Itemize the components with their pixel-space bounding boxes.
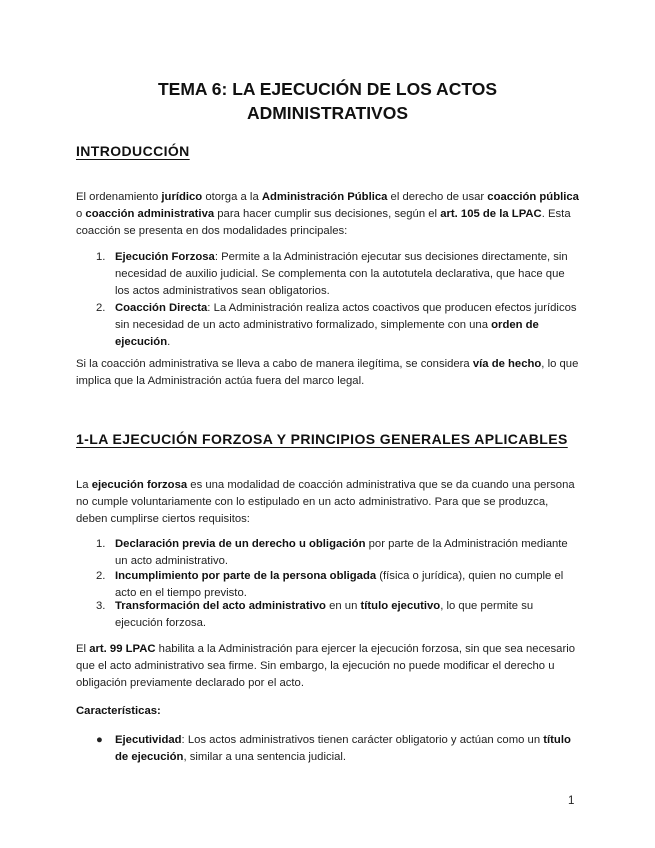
bold-text: orden de ejecución bbox=[115, 319, 539, 348]
bold-text: Ejecutividad bbox=[115, 734, 182, 746]
list-item-text bbox=[115, 536, 580, 570]
intro-list-item-1 bbox=[96, 249, 580, 300]
list-number: 1. bbox=[96, 251, 106, 263]
text-run: . bbox=[167, 336, 171, 348]
seccion1-list-item-1 bbox=[96, 536, 580, 570]
text-run: : Los actos administrativos tienen carácter obligatorio y actúan como un bbox=[181, 734, 544, 746]
text-run: : Permite a la Administración ejecutar sus decisiones directamente, sin necesidad de auxilio judicial. Se complementa con la autotutela declarativa, que hace que los actos administrativos sean obligatorios. bbox=[115, 251, 568, 297]
bold-text: Coacción Directa bbox=[115, 302, 208, 314]
list-item-text bbox=[115, 249, 580, 300]
list-number: 2. bbox=[96, 570, 106, 582]
caracteristicas-bullet-1 bbox=[96, 732, 580, 766]
seccion1-list-item-3 bbox=[96, 598, 580, 632]
bold-text: jurídico bbox=[161, 191, 203, 203]
bold-text: Incumplimiento por parte de la persona obligada bbox=[115, 570, 377, 582]
bold-text: título de ejecución bbox=[115, 734, 571, 763]
text-run: El ordenamiento bbox=[76, 191, 162, 203]
text-run: : La Administración realiza actos coactivos que producen efectos jurídicos sin necesidad de un acto administrativo formalizado, simplemente con una bbox=[115, 302, 577, 331]
list-item-text bbox=[115, 598, 580, 632]
bold-text: Administración Pública bbox=[261, 191, 388, 203]
text-run: (física o jurídica), quien no cumple el acto en el tiempo previsto. bbox=[115, 570, 564, 599]
text-run: para hacer cumplir sus decisiones, según el bbox=[214, 208, 441, 220]
seccion1-paragraph-2 bbox=[76, 641, 580, 692]
bold-text: título ejecutivo bbox=[360, 600, 441, 612]
list-number: 1. bbox=[96, 538, 106, 550]
bold-text: Transformación del acto administrativo bbox=[115, 600, 326, 612]
text-run: . Esta coacción se presenta en dos modalidades principales: bbox=[76, 208, 571, 237]
bold-text: art. 105 de la LPAC bbox=[440, 208, 542, 220]
document-title bbox=[0, 77, 655, 125]
text-run: o bbox=[76, 208, 86, 220]
text-run: El bbox=[76, 643, 90, 655]
text-run: el derecho de usar bbox=[387, 191, 488, 203]
intro-list-item-2 bbox=[96, 300, 580, 351]
intro-paragraph-1 bbox=[76, 189, 580, 240]
text-run: otorga a la bbox=[202, 191, 262, 203]
list-number: 2. bbox=[96, 302, 106, 314]
text-run: , similar a una sentencia judicial. bbox=[183, 751, 347, 763]
seccion1-list-item-2 bbox=[96, 568, 580, 602]
caracteristicas-label: Características: bbox=[76, 705, 161, 717]
text-run: por parte de la Administración mediante un acto administrativo. bbox=[115, 538, 568, 567]
text-run: es una modalidad de coacción administrativa que se da cuando una persona no cumple voluntariamente con lo estipulado en un acto administrativo. Para que se produzca, deben cumplirse ciertos requisitos: bbox=[76, 479, 575, 525]
list-item-text bbox=[115, 568, 580, 602]
list-item-text bbox=[115, 300, 580, 351]
text-run: La bbox=[76, 479, 92, 491]
bold-text: art. 99 LPAC bbox=[89, 643, 156, 655]
title-line-2: ADMINISTRATIVOS bbox=[246, 103, 409, 123]
bold-text: coacción administrativa bbox=[85, 208, 215, 220]
text-run: , lo que implica que la Administración actúa fuera del marco legal. bbox=[76, 358, 579, 387]
text-run: en un bbox=[325, 600, 361, 612]
bold-text: ejecución forzosa bbox=[91, 479, 188, 491]
title-line-1: TEMA 6: LA EJECUCIÓN DE LOS ACTOS bbox=[157, 79, 497, 99]
page-number: 1 bbox=[568, 795, 575, 807]
text-run: habilita a la Administración para ejercer la ejecución forzosa, sin que sea necesario que el acto administrativo sea firme. Sin embargo, la ejecución no puede modificar el derecho u obligación previamente declarado por el acto. bbox=[76, 643, 576, 689]
text-run: , lo que permite su ejecución forzosa. bbox=[115, 600, 534, 629]
heading-seccion-1: 1-LA EJECUCIÓN FORZOSA Y PRINCIPIOS GENERALES APLICABLES bbox=[76, 431, 568, 447]
bold-text: vía de hecho bbox=[472, 358, 542, 370]
bullet-item-text bbox=[115, 732, 580, 766]
bullet-dot-icon: ● bbox=[96, 734, 103, 746]
list-number: 3. bbox=[96, 600, 106, 612]
heading-introduccion: INTRODUCCIÓN bbox=[76, 143, 190, 159]
bold-text: Declaración previa de un derecho u obligación bbox=[115, 538, 366, 550]
intro-paragraph-2 bbox=[76, 356, 580, 390]
text-run: Si la coacción administrativa se lleva a cabo de manera ilegítima, se considera bbox=[76, 358, 473, 370]
seccion1-paragraph-1 bbox=[76, 477, 580, 528]
bold-text: Ejecución Forzosa bbox=[115, 251, 215, 263]
bold-text: coacción pública bbox=[487, 191, 579, 203]
